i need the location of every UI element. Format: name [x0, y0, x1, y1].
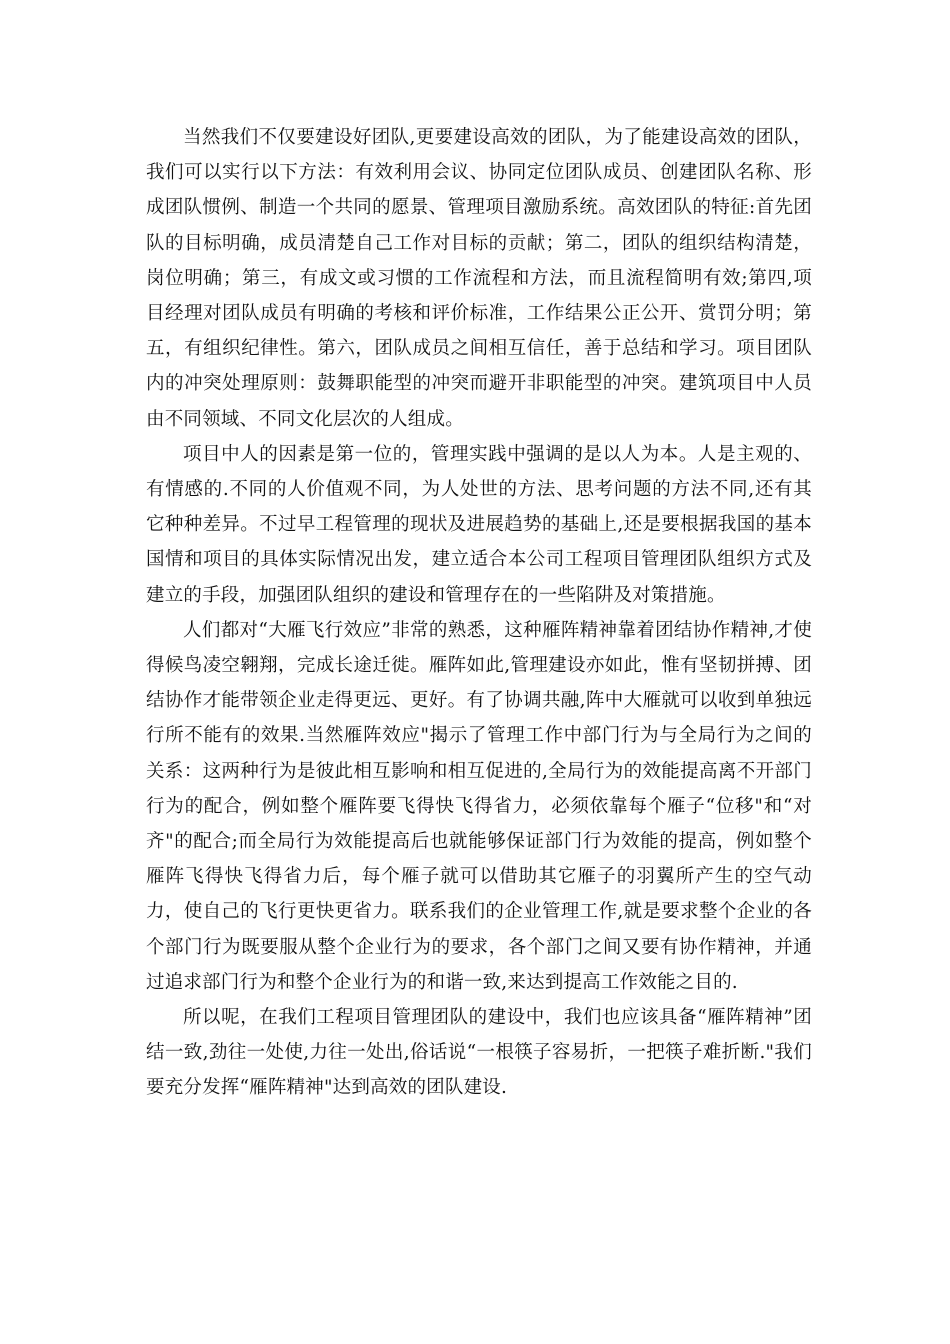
paragraph-team-building: 当然我们不仅要建设好团队,更要建设高效的团队，为了能建设高效的团队，我们可以实行以下方法：有效利用会议、协同定位团队成员、创建团队名称、形成团队惯例、制造一个共同的愿景、管理项目激励系统。高效团队的特征:首先团队的目标明确，成员清楚自己工作对目标的贡献；第二，团队的组织结构清楚，岗位明确；第三，有成文或习惯的工作流程和方法，而且流程简明有效;第四,项目经理对团队成员有明确的考核和评价标准，工作结果公正公开、赏罚分明；第五，有组织纪律性。第六，团队成员之间相互信任，善于总结和学习。项目团队内的冲突处理原则：鼓舞职能型的冲突而避开非职能型的冲突。建筑项目中人员由不同领域、不同文化层次的人组成。	[146, 127, 812, 430]
paragraph-conclusion: 所以呢，在我们工程项目管理团队的建设中，我们也应该具备“雁阵精神”团结一致,劲往一处使,力往一处出,俗话说“一根筷子容易折，一把筷子难折断."我们要充分发挥“雁阵精神"达到高效的团队建设.	[146, 1007, 812, 1099]
paragraph-human-factor: 项目中人的因素是第一位的，管理实践中强调的是以人为本。人是主观的、有情感的.不同的人价值观不同，为人处世的方法、思考问题的方法不同,还有其它种种差异。不过早工程管理的现状及进展趋势的基础上,还是要根据我国的基本国情和项目的具体实际情况出发，建立适合本公司工程项目管理团队组织方式及建立的手段，加强团队组织的建设和管理存在的一些陷阱及对策措施。	[146, 443, 812, 606]
document-body	[146, 120, 812, 1106]
paragraph-geese-effect: 人们都对“大雁飞行效应”非常的熟悉，这种雁阵精神靠着团结协作精神,才使得候鸟凌空翱翔，完成长途迁徙。雁阵如此,管理建设亦如此，惟有坚韧拼搏、团结协作才能带领企业走得更远、更好。有了协调共融,阵中大雁就可以收到单独远行所不能有的效果.当然雁阵效应"揭示了管理工作中部门行为与全局行为之间的关系：这两种行为是彼此相互影响和相互促进的,全局行为的效能提高离不开部门行为的配合，例如整个雁阵要飞得快飞得省力，必须依靠每个雁子“位移"和“对齐"的配合;而全局行为效能提高后也就能够保证部门行为效能的提高，例如整个雁阵飞得快飞得省力后，每个雁子就可以借助其它雁子的羽翼所产生的空气动力，使自己的飞行更快更省力。联系我们的企业管理工作,就是要求整个企业的各个部门行为既要服从整个企业行为的要求，各个部门之间又要有协作精神，并通过追求部门行为和整个企业行为的和谐一致,来达到提高工作效能之目的.	[146, 619, 812, 993]
